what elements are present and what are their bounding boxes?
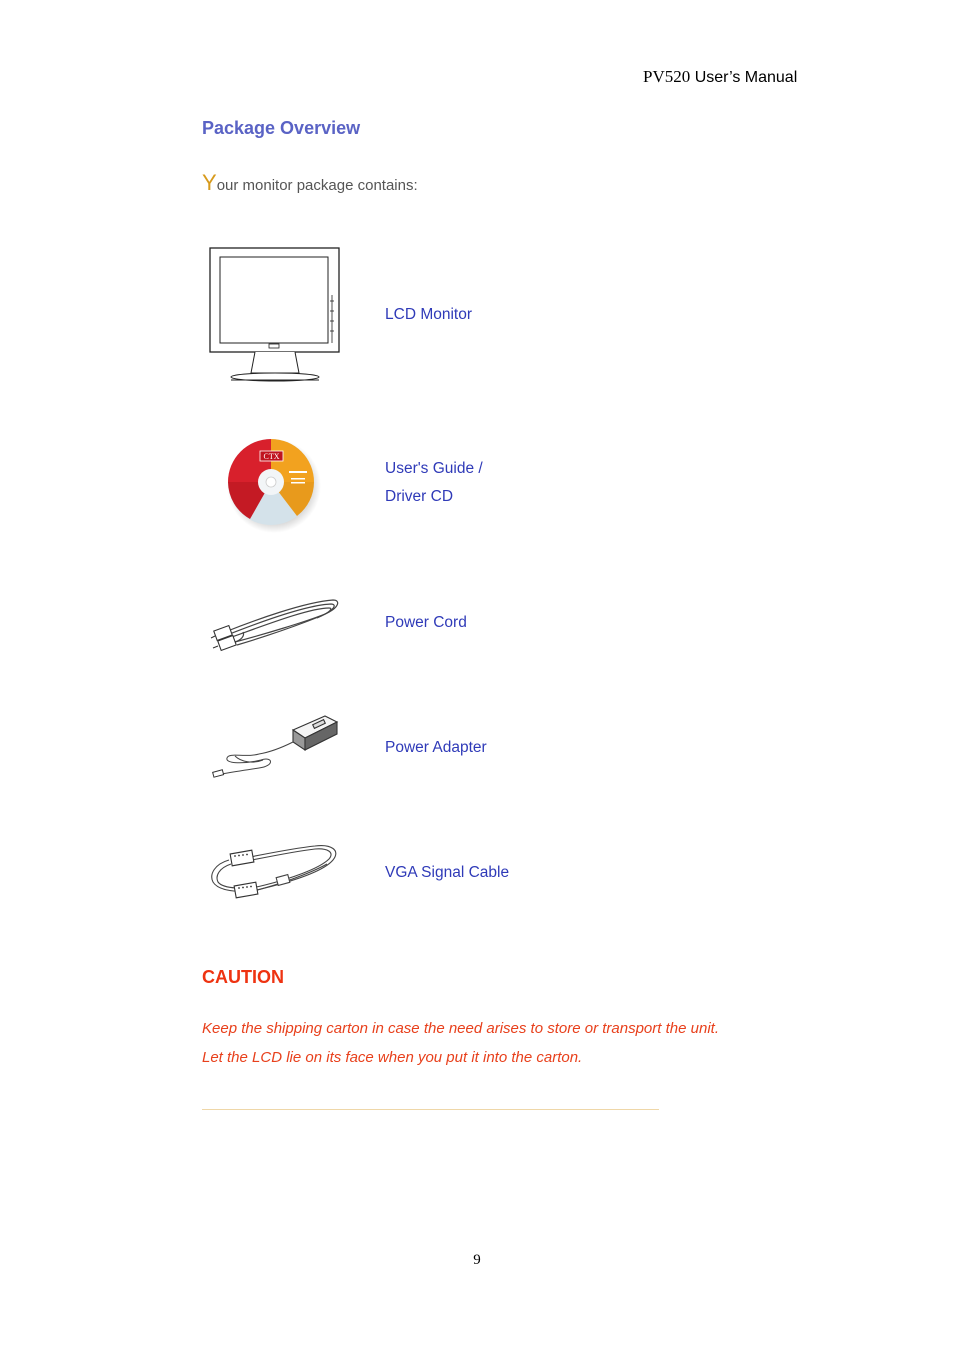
intro-text <box>202 170 418 196</box>
item-label-cd <box>385 455 483 511</box>
item-label-cd-line2: Driver CD <box>385 488 454 505</box>
item-label-power-adapter: Power Adapter <box>385 739 487 756</box>
intro-rest: our monitor package contains: <box>216 177 418 194</box>
item-label-vga-cable: VGA Signal Cable <box>385 864 510 881</box>
power-adapter-icon <box>205 708 345 783</box>
intro-dropcap: Y <box>202 170 217 195</box>
item-label-lcd-monitor: LCD Monitor <box>385 306 472 323</box>
cd-brand-text: CTX <box>263 452 280 461</box>
item-label-power-cord: Power Cord <box>385 614 467 631</box>
caution-line-2: Let the LCD lie on its face when you put it into the carton. <box>202 1049 583 1066</box>
page-number: 9 <box>473 1252 481 1268</box>
footer-divider <box>202 1109 659 1110</box>
caution-heading: CAUTION <box>202 967 284 987</box>
monitor-icon <box>205 245 345 385</box>
power-cord-icon <box>205 590 345 660</box>
vga-cable-icon <box>205 838 345 910</box>
cd-icon <box>205 433 345 533</box>
item-label-cd-line1: User's Guide / <box>385 460 483 477</box>
page-header <box>643 67 797 87</box>
section-title: Package Overview <box>202 118 361 138</box>
header-title: User’s Manual <box>694 69 798 86</box>
caution-line-1: Keep the shipping carton in case the need arises to store or transport the unit. <box>202 1020 719 1037</box>
header-model: PV520 <box>643 67 691 86</box>
